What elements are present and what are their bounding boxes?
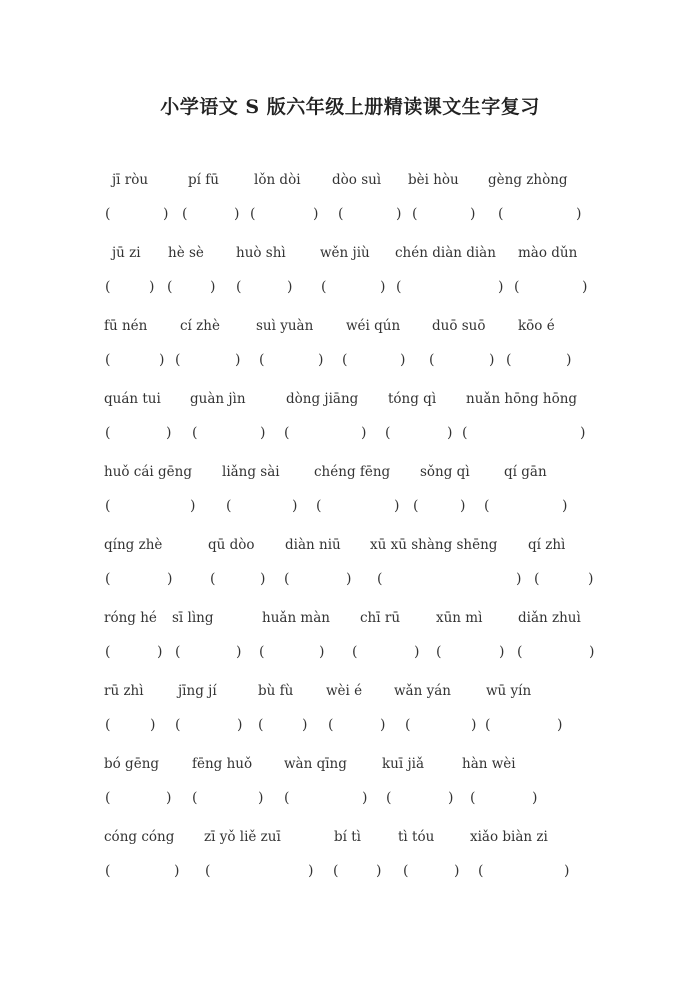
close-paren: ) [346, 571, 352, 587]
pinyin-word: qí gān [504, 464, 547, 480]
open-paren: ( [284, 790, 290, 806]
close-paren: ) [287, 279, 293, 295]
pinyin-word: liǎng sài [222, 464, 280, 480]
open-paren: ( [506, 352, 512, 368]
pinyin-word: bí tì [334, 829, 361, 845]
pinyin-word: bó gēng [104, 756, 160, 772]
open-paren: ( [105, 717, 111, 733]
open-paren: ( [167, 279, 173, 295]
close-paren: ) [313, 206, 319, 222]
close-paren: ) [237, 717, 243, 733]
pinyin-row [0, 464, 700, 484]
close-paren: ) [308, 863, 314, 879]
pinyin-word: guàn jìn [190, 391, 246, 407]
pinyin-word: hè sè [168, 245, 204, 261]
pinyin-word: qíng zhè [104, 537, 163, 553]
pinyin-word: xiǎo biàn zi [470, 829, 548, 845]
pinyin-word: bèi hòu [408, 172, 459, 188]
pinyin-word: jīng jí [178, 683, 217, 699]
open-paren: ( [342, 352, 348, 368]
close-paren: ) [562, 498, 568, 514]
pinyin-row [0, 829, 700, 849]
close-paren: ) [163, 206, 169, 222]
open-paren: ( [205, 863, 211, 879]
pinyin-word: jū zi [112, 245, 141, 261]
answer-row [0, 279, 700, 299]
open-paren: ( [352, 644, 358, 660]
open-paren: ( [396, 279, 402, 295]
close-paren: ) [396, 206, 402, 222]
close-paren: ) [588, 571, 594, 587]
open-paren: ( [250, 206, 256, 222]
pinyin-word: wàn qīng [284, 756, 347, 772]
open-paren: ( [338, 206, 344, 222]
close-paren: ) [460, 498, 466, 514]
close-paren: ) [582, 279, 588, 295]
close-paren: ) [566, 352, 572, 368]
open-paren: ( [284, 425, 290, 441]
close-paren: ) [190, 498, 196, 514]
open-paren: ( [385, 425, 391, 441]
pinyin-word: tì tóu [398, 829, 435, 845]
close-paren: ) [166, 425, 172, 441]
close-paren: ) [470, 206, 476, 222]
open-paren: ( [413, 498, 419, 514]
close-paren: ) [489, 352, 495, 368]
open-paren: ( [386, 790, 392, 806]
close-paren: ) [516, 571, 522, 587]
close-paren: ) [471, 717, 477, 733]
page-title: 小学语文 S 版六年级上册精读课文生字复习 [160, 96, 540, 118]
close-paren: ) [157, 644, 163, 660]
open-paren: ( [175, 352, 181, 368]
open-paren: ( [105, 498, 111, 514]
open-paren: ( [478, 863, 484, 879]
pinyin-word: fēng huǒ [192, 756, 253, 772]
pinyin-row [0, 610, 700, 630]
open-paren: ( [192, 425, 198, 441]
close-paren: ) [448, 790, 454, 806]
pinyin-word: rū zhì [104, 683, 144, 699]
close-paren: ) [236, 644, 242, 660]
close-paren: ) [532, 790, 538, 806]
open-paren: ( [105, 206, 111, 222]
open-paren: ( [259, 352, 265, 368]
pinyin-word: dòo suì [332, 172, 382, 188]
close-paren: ) [447, 425, 453, 441]
open-paren: ( [498, 206, 504, 222]
open-paren: ( [284, 571, 290, 587]
close-paren: ) [580, 425, 586, 441]
close-paren: ) [258, 790, 264, 806]
close-paren: ) [159, 352, 165, 368]
open-paren: ( [429, 352, 435, 368]
open-paren: ( [403, 863, 409, 879]
open-paren: ( [321, 279, 327, 295]
pinyin-row [0, 391, 700, 411]
close-paren: ) [400, 352, 406, 368]
pinyin-row [0, 172, 700, 192]
open-paren: ( [316, 498, 322, 514]
close-paren: ) [380, 717, 386, 733]
answer-row [0, 352, 700, 372]
pinyin-word: mào dǔn [518, 245, 578, 261]
pinyin-word: chī rū [360, 610, 401, 626]
open-paren: ( [485, 717, 491, 733]
pinyin-row [0, 245, 700, 265]
close-paren: ) [414, 644, 420, 660]
open-paren: ( [484, 498, 490, 514]
close-paren: ) [380, 279, 386, 295]
close-paren: ) [150, 717, 156, 733]
open-paren: ( [236, 279, 242, 295]
open-paren: ( [105, 352, 111, 368]
open-paren: ( [175, 717, 181, 733]
close-paren: ) [361, 425, 367, 441]
answer-row [0, 644, 700, 664]
pinyin-word: hàn wèi [462, 756, 516, 772]
open-paren: ( [328, 717, 334, 733]
pinyin-word: chéng fēng [314, 464, 391, 480]
pinyin-word: diàn niū [285, 537, 341, 553]
answer-row [0, 863, 700, 883]
close-paren: ) [557, 717, 563, 733]
pinyin-word: cí zhè [180, 318, 220, 334]
open-paren: ( [470, 790, 476, 806]
pinyin-word: duō suō [432, 318, 486, 334]
open-paren: ( [105, 279, 111, 295]
open-paren: ( [175, 644, 181, 660]
pinyin-word: sī lìng [172, 610, 214, 626]
pinyin-word: huǒ cái gēng [104, 464, 192, 480]
close-paren: ) [362, 790, 368, 806]
open-paren: ( [259, 644, 265, 660]
pinyin-word: wǎn yán [394, 683, 451, 699]
pinyin-word: xū xū shàng shēng [370, 537, 498, 553]
close-paren: ) [260, 425, 266, 441]
close-paren: ) [454, 863, 460, 879]
close-paren: ) [166, 790, 172, 806]
pinyin-word: kuī jiǎ [382, 756, 425, 772]
open-paren: ( [514, 279, 520, 295]
pinyin-word: bù fù [258, 683, 294, 699]
pinyin-word: wū yín [486, 683, 532, 699]
answer-row [0, 717, 700, 737]
open-paren: ( [462, 425, 468, 441]
open-paren: ( [258, 717, 264, 733]
pinyin-row [0, 756, 700, 776]
open-paren: ( [226, 498, 232, 514]
pinyin-word: qí zhì [528, 537, 566, 553]
pinyin-word: xūn mì [436, 610, 483, 626]
pinyin-word: zī yǒ liě zuī [204, 829, 281, 845]
open-paren: ( [436, 644, 442, 660]
pinyin-word: huǎn màn [262, 610, 330, 626]
pinyin-word: wèi é [326, 683, 363, 699]
pinyin-word: jī ròu [112, 172, 149, 188]
pinyin-word: fū nén [104, 318, 148, 334]
close-paren: ) [564, 863, 570, 879]
pinyin-word: huò shì [236, 245, 286, 261]
close-paren: ) [235, 352, 241, 368]
close-paren: ) [589, 644, 595, 660]
pinyin-word: wěn jiù [320, 245, 370, 261]
open-paren: ( [333, 863, 339, 879]
pinyin-word: pí fū [188, 172, 219, 188]
pinyin-word: tóng qì [388, 391, 437, 407]
open-paren: ( [105, 790, 111, 806]
open-paren: ( [412, 206, 418, 222]
close-paren: ) [576, 206, 582, 222]
pinyin-word: chén diàn diàn [395, 245, 496, 261]
close-paren: ) [234, 206, 240, 222]
pinyin-word: nuǎn hōng hōng [466, 391, 578, 407]
pinyin-word: dòng jiāng [286, 391, 359, 407]
open-paren: ( [182, 206, 188, 222]
close-paren: ) [499, 644, 505, 660]
close-paren: ) [376, 863, 382, 879]
close-paren: ) [302, 717, 308, 733]
open-paren: ( [210, 571, 216, 587]
pinyin-word: gèng zhòng [488, 172, 568, 188]
close-paren: ) [394, 498, 400, 514]
pinyin-row [0, 683, 700, 703]
answer-row [0, 425, 700, 445]
close-paren: ) [498, 279, 504, 295]
close-paren: ) [167, 571, 173, 587]
close-paren: ) [318, 352, 324, 368]
close-paren: ) [260, 571, 266, 587]
close-paren: ) [292, 498, 298, 514]
pinyin-word: qū dòo [208, 537, 255, 553]
open-paren: ( [105, 571, 111, 587]
answer-row [0, 206, 700, 226]
open-paren: ( [105, 425, 111, 441]
open-paren: ( [405, 717, 411, 733]
open-paren: ( [105, 863, 111, 879]
answer-row [0, 790, 700, 810]
open-paren: ( [105, 644, 111, 660]
pinyin-row [0, 537, 700, 557]
pinyin-word: quán tui [104, 391, 161, 407]
pinyin-word: diǎn zhuì [518, 610, 581, 626]
pinyin-word: cóng cóng [104, 829, 175, 845]
close-paren: ) [149, 279, 155, 295]
open-paren: ( [377, 571, 383, 587]
pinyin-word: wéi qún [346, 318, 401, 334]
close-paren: ) [319, 644, 325, 660]
open-paren: ( [534, 571, 540, 587]
answer-row [0, 498, 700, 518]
open-paren: ( [192, 790, 198, 806]
pinyin-word: sǒng qì [420, 464, 470, 480]
pinyin-word: róng hé [104, 610, 157, 626]
pinyin-word: lǒn dòi [254, 172, 301, 188]
answer-row [0, 571, 700, 591]
pinyin-row [0, 318, 700, 338]
close-paren: ) [174, 863, 180, 879]
pinyin-word: kōo é [518, 318, 555, 334]
close-paren: ) [210, 279, 216, 295]
pinyin-word: suì yuàn [256, 318, 314, 334]
open-paren: ( [517, 644, 523, 660]
